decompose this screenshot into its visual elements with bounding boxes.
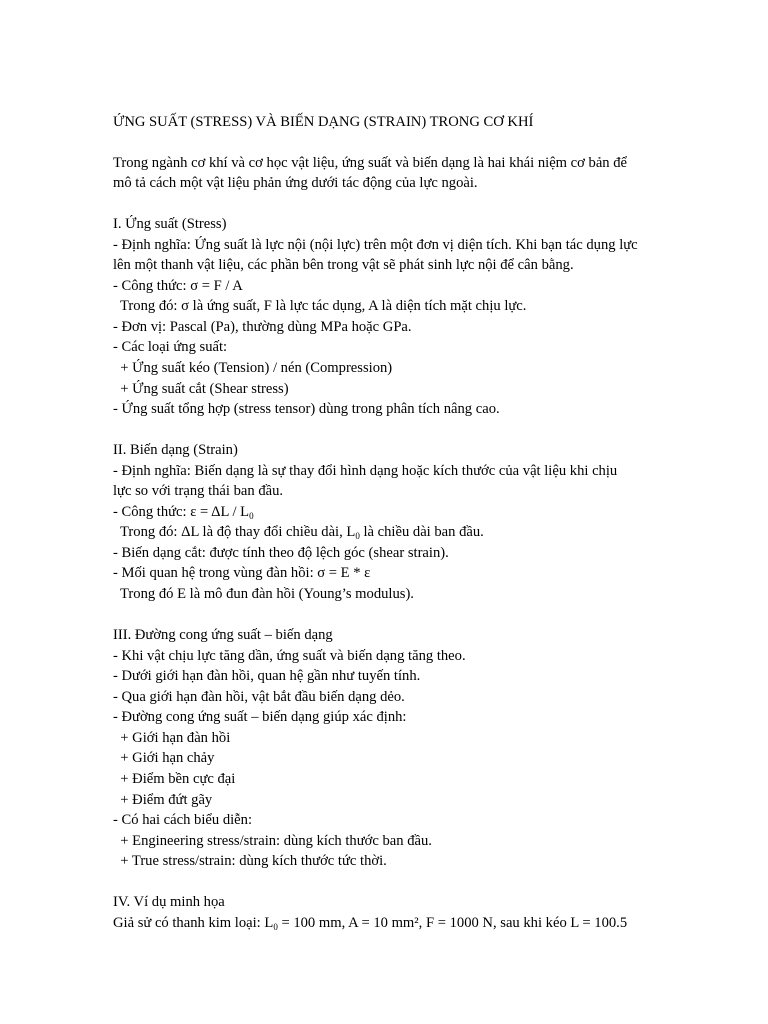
section-3-line: + Giới hạn chảy [113,750,215,767]
section-2-line: - Định nghĩa: Biến dạng là sự thay đổi hình dạng hoặc kích thước của vật liệu khi chịu [113,462,618,479]
intro-line-2: mô tả cách một vật liệu phản ứng dưới tác động của lực ngoài. [113,175,478,192]
subscript-zero: 0 [273,921,278,932]
section-2-line: - Mối quan hệ trong vùng đàn hồi: σ = E * ε [113,565,371,582]
subscript-zero: 0 [249,510,254,521]
spacer [113,194,728,215]
example-prefix: Giả sử có thanh kim loại: L [113,914,274,931]
section-3-line: + Giới hạn đàn hồi [113,729,231,746]
strain-formula [113,502,728,523]
section-4-heading: IV. Ví dụ minh họa [113,894,225,911]
section-1-line: Trong đó: σ là ứng suất, F là lực tác dụng, A là diện tích mặt chịu lực. [113,298,527,315]
spacer [113,605,728,626]
example-line [113,913,728,934]
strain-where-text: Trong đó: ΔL là độ thay đổi chiều dài, L [113,524,356,541]
example-suffix: = 100 mm, A = 10 mm², F = 1000 N, sau khi kéo L = 100.5 [277,914,628,931]
section-3-line: - Đường cong ứng suất – biến dạng giúp xác định: [113,709,407,726]
section-3-heading: III. Đường cong ứng suất – biến dạng [113,627,333,644]
spacer [113,420,728,441]
section-1-line: - Ứng suất tổng hợp (stress tensor) dùng trong phân tích nâng cao. [113,401,500,418]
section-2-line: Trong đó E là mô đun đàn hồi (Young’s modulus). [113,586,414,603]
section-1-line: lên một thanh vật liệu, các phần bên trong vật sẽ phát sinh lực nội để cân bằng. [113,257,574,274]
section-3-line: - Qua giới hạn đàn hồi, vật bắt đầu biến dạng dẻo. [113,688,405,705]
section-1-line: + Ứng suất cắt (Shear stress) [113,380,289,397]
section-3-line: - Khi vật chịu lực tăng dần, ứng suất và biến dạng tăng theo. [113,647,466,664]
section-3-line: + True stress/strain: dùng kích thước tức thời. [113,853,387,870]
section-2-heading: II. Biến dạng (Strain) [113,442,238,459]
section-1-heading: I. Ứng suất (Stress) [113,216,227,233]
intro-line-1: Trong ngành cơ khí và cơ học vật liệu, ứng suất và biến dạng là hai khái niệm cơ bản để [113,154,628,171]
document-title: ỨNG SUẤT (STRESS) VÀ BIẾN DẠNG (STRAIN) TRONG CƠ KHÍ [113,114,534,130]
section-3-line: - Có hai cách biểu diễn: [113,812,252,829]
section-1-line: - Các loại ứng suất: [113,339,228,356]
strain-formula-text: - Công thức: ε = ΔL / L [113,503,250,520]
spacer [113,872,728,893]
section-2-line: lực so với trạng thái ban đầu. [113,483,284,500]
strain-where-suffix: là chiều dài ban đầu. [359,524,484,541]
section-3-line: + Engineering stress/strain: dùng kích thước ban đầu. [113,832,432,849]
section-1-line: - Đơn vị: Pascal (Pa), thường dùng MPa hoặc GPa. [113,318,412,335]
section-3-line: - Dưới giới hạn đàn hồi, quan hệ gần như tuyến tính. [113,668,421,685]
strain-formula-where [113,522,728,543]
section-3-line: + Điểm đứt gãy [113,791,213,808]
section-2-line: - Biến dạng cắt: được tính theo độ lệch góc (shear strain). [113,544,449,561]
section-3-line: + Điểm bền cực đại [113,770,236,787]
section-1-line: - Công thức: σ = F / A [113,277,243,294]
subscript-zero: 0 [355,531,360,542]
section-1-line: + Ứng suất kéo (Tension) / nén (Compression) [113,360,393,377]
section-1-line: - Định nghĩa: Ứng suất là lực nội (nội lực) trên một đơn vị diện tích. Khi bạn tác dụng lực [113,236,638,253]
